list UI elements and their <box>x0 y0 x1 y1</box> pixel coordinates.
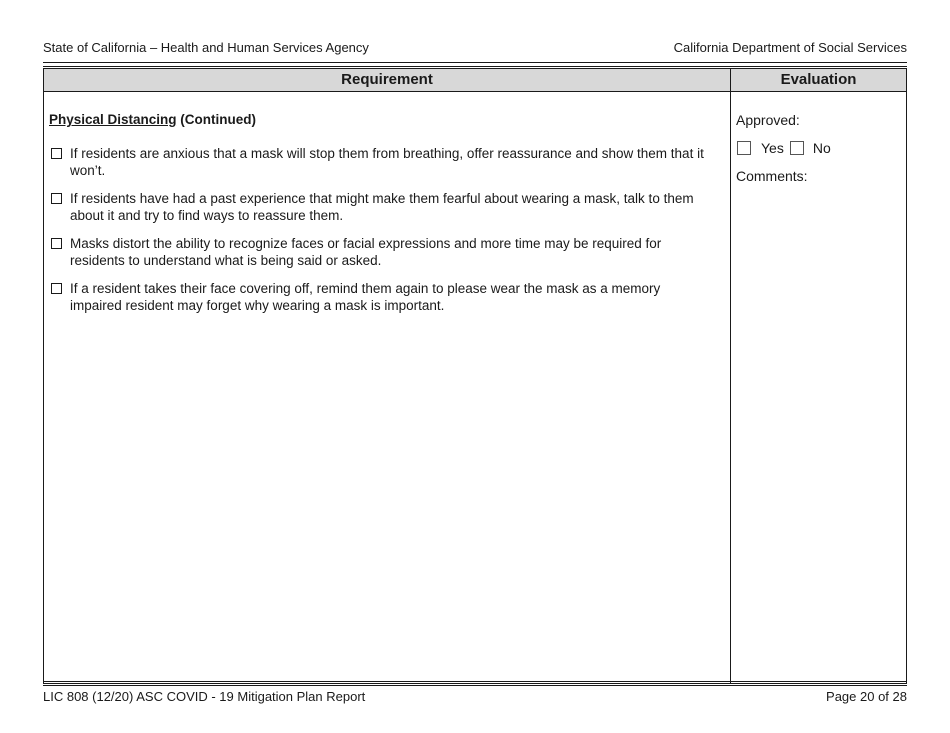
section-title-suffix: (Continued) <box>176 112 257 127</box>
section-title-main: Physical Distancing <box>49 112 177 127</box>
checklist-item <box>49 190 714 225</box>
top-double-rule <box>43 62 907 67</box>
approved-yes-checkbox[interactable] <box>737 141 751 155</box>
department-name: California Department of Social Services <box>673 40 907 55</box>
table-header-row <box>44 69 906 92</box>
approved-label: Approved: <box>736 112 800 128</box>
checklist-item-text: Masks distort the ability to recognize faces or facial expressions and more time may be required for residents to understand what is being said or asked. <box>70 235 662 268</box>
column-divider <box>730 69 731 683</box>
checklist-item <box>49 145 714 180</box>
no-label: No <box>812 140 831 156</box>
checkbox-icon[interactable] <box>51 148 62 159</box>
checkbox-icon[interactable] <box>51 238 62 249</box>
checklist-item-text: If residents are anxious that a mask will stop them from breathing, offer reassurance and show them that it won’t. <box>70 145 704 178</box>
section-title <box>49 111 714 129</box>
form-identifier: LIC 808 (12/20) ASC COVID - 19 Mitigation Plan Report <box>43 689 366 704</box>
agency-name: State of California – Health and Human Services Agency <box>43 40 369 55</box>
checklist-item-text: If residents have had a past experience that might make them fearful about wearing a mask, talk to them about it and try to find ways to reassure them. <box>70 190 694 223</box>
yes-label: Yes <box>761 140 784 156</box>
requirements-table <box>43 68 907 684</box>
requirement-column-header: Requirement <box>341 71 433 88</box>
approved-options <box>736 139 902 157</box>
approved-no-checkbox[interactable] <box>790 141 804 155</box>
checklist-item <box>49 235 714 270</box>
evaluation-cell <box>736 111 902 185</box>
bottom-double-rule <box>43 681 907 686</box>
checklist-item-text: If a resident takes their face covering off, remind them again to please wear the mask as a memory impaired resident may forget why wearing a mask is important. <box>70 280 661 313</box>
comments-label: Comments: <box>736 168 808 184</box>
evaluation-column-header: Evaluation <box>780 71 857 88</box>
checkbox-icon[interactable] <box>51 193 62 204</box>
page-header <box>43 40 907 58</box>
page-number: Page 20 of 28 <box>826 689 907 704</box>
checkbox-icon[interactable] <box>51 283 62 294</box>
requirement-cell <box>49 111 714 325</box>
checklist-item <box>49 280 714 315</box>
